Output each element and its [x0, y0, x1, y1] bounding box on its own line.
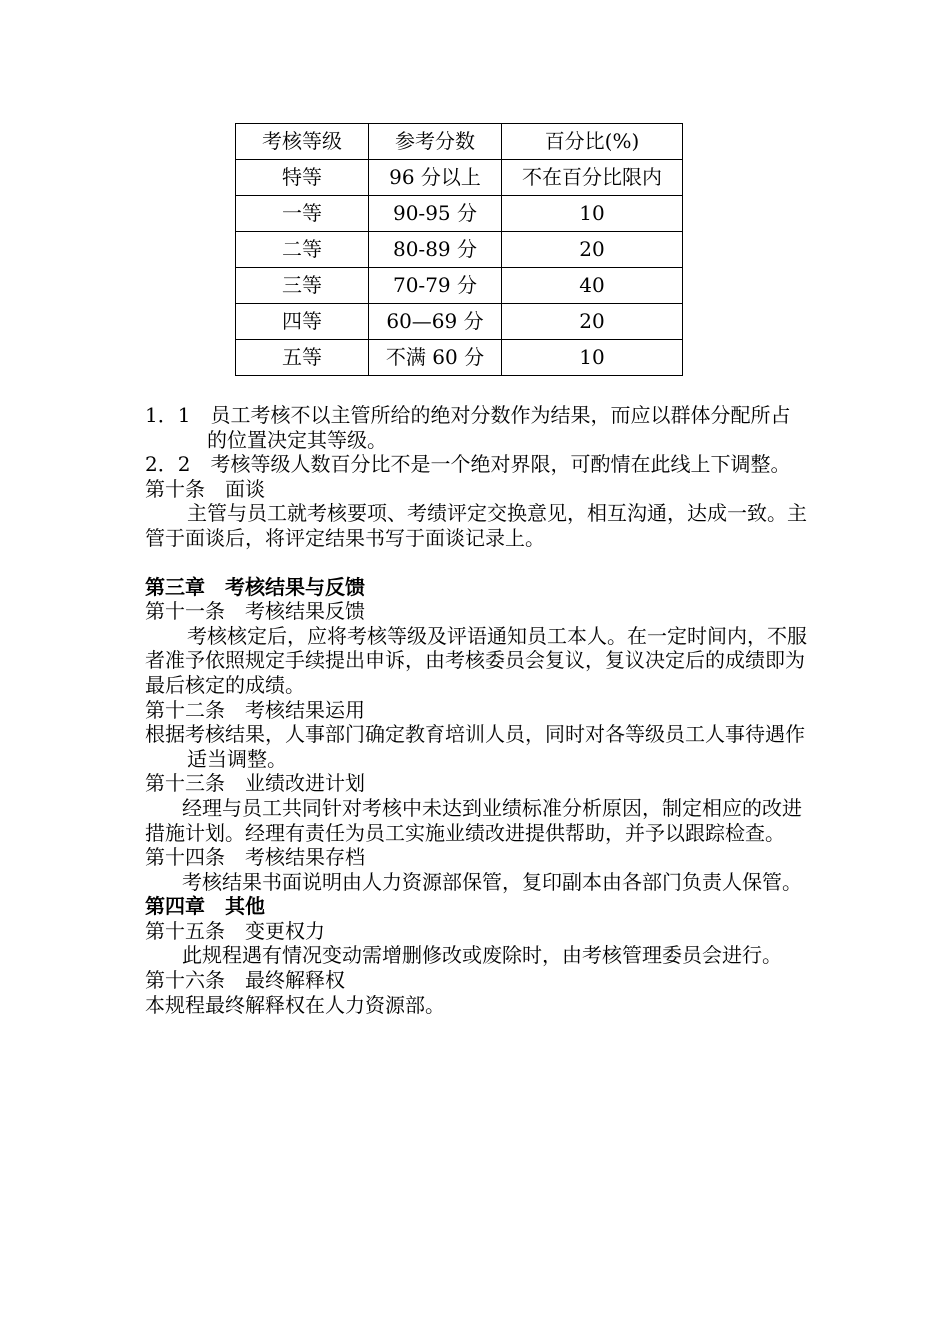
table-row — [236, 160, 683, 196]
article-12-title: 第十二条 考核结果运用 — [145, 697, 365, 722]
table-row — [236, 304, 683, 340]
article-12-body: 根据考核结果，人事部门确定教育培训人员，同时对各等级员工人事待遇作适当调整。 — [145, 722, 805, 771]
table-cell: 90-95 分 — [369, 196, 502, 232]
table-cell: 80-89 分 — [369, 232, 502, 268]
table-cell: 四等 — [236, 304, 369, 340]
article-13-body: 经理与员工共同针对考核中未达到业绩标准分析原因，制定相应的改进措施计划。经理有责任为员工实施业绩改进提供帮助，并予以跟踪检查。 — [145, 795, 802, 845]
article-14-title: 第十四条 考核结果存档 — [145, 845, 365, 870]
table-cell: 60—69 分 — [369, 304, 502, 340]
clause-1-1: 1．1 员工考核不以主管所给的绝对分数作为结果，而应以群体分配所占的位置决定其等级。 — [145, 403, 791, 452]
grade-table — [235, 123, 683, 376]
table-cell: 不在百分比限内 — [502, 160, 683, 196]
article-15-body: 此规程遇有情况变动需增删修改或废除时，由考核管理委员会进行。 — [182, 943, 782, 968]
table-cell: 三等 — [236, 268, 369, 304]
table-row — [236, 340, 683, 376]
chapter-3-title: 第三章 考核结果与反馈 — [145, 574, 365, 599]
header-cell: 参考分数 — [369, 124, 502, 160]
table-row — [236, 232, 683, 268]
article-16-body: 本规程最终解释权在人力资源部。 — [145, 992, 445, 1017]
table-cell: 一等 — [236, 196, 369, 232]
table-cell: 五等 — [236, 340, 369, 376]
table-header-row — [236, 124, 683, 160]
table-cell: 70-79 分 — [369, 268, 502, 304]
article-11-body: 考核核定后，应将考核等级及评语通知员工本人。在一定时间内，不服者准予依照规定手续提出申诉，由考核委员会复议，复议决定后的成绩即为最后核定的成绩。 — [145, 623, 807, 697]
article-16-title: 第十六条 最终解释权 — [145, 968, 345, 993]
clause-2-2: 2．2 考核等级人数百分比不是一个绝对界限，可酌情在此线上下调整。 — [145, 452, 791, 477]
article-14-body: 考核结果书面说明由人力资源部保管，复印副本由各部门负责人保管。 — [182, 869, 802, 894]
table-row — [236, 268, 683, 304]
article-11-title: 第十一条 考核结果反馈 — [145, 599, 365, 624]
table-cell: 20 — [502, 304, 683, 340]
table-cell: 不满 60 分 — [369, 340, 502, 376]
table-cell: 10 — [502, 196, 683, 232]
table-cell: 20 — [502, 232, 683, 268]
article-10-body: 主管与员工就考核要项、考绩评定交换意见，相互沟通，达成一致。主管于面谈后，将评定结果书写于面谈记录上。 — [145, 501, 807, 550]
table-cell: 40 — [502, 268, 683, 304]
header-cell: 考核等级 — [236, 124, 369, 160]
table-cell: 二等 — [236, 232, 369, 268]
header-cell: 百分比(%) — [502, 124, 683, 160]
paragraph-gap — [145, 551, 807, 575]
table-cell: 96 分以上 — [369, 160, 502, 196]
chapter-4-title: 第四章 其他 — [145, 894, 265, 919]
table-cell: 特等 — [236, 160, 369, 196]
document-body — [145, 403, 807, 1017]
article-13-title: 第十三条 业绩改进计划 — [145, 771, 365, 796]
table-cell: 10 — [502, 340, 683, 376]
article-10-title: 第十条 面谈 — [145, 476, 265, 501]
article-15-title: 第十五条 变更权力 — [145, 918, 325, 943]
table-row — [236, 196, 683, 232]
